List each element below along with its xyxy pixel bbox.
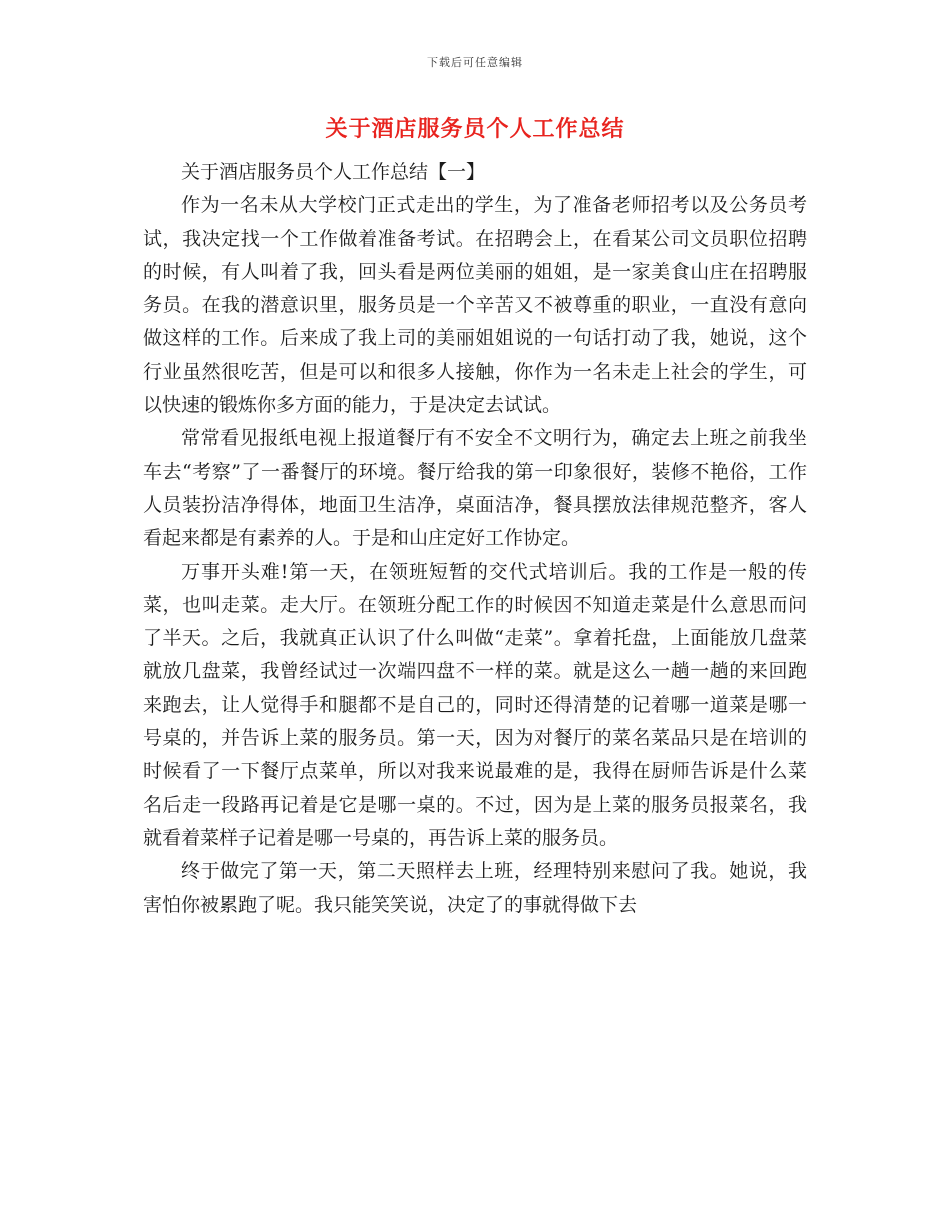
paragraph: 常常看见报纸电视上报道餐厅有不安全不文明行为，确定去上班之前我坐车去“考察”了一番餐厅的环境。餐厅给我的第一印象很好，装修不艳俗，工作人员装扮洁净得体，地面卫生洁净，桌面洁净，餐具摆放法律规范整齐，客人看起来都是有素养的人。于是和山庄定好工作协定。 [143,427,807,550]
paragraph: 万事开头难!第一天，在领班短暂的交代式培训后。我的工作是一般的传菜，也叫走菜。走大厅。在领班分配工作的时候因不知道走菜是什么意思而问了半天。之后，我就真正认识了什么叫做“走菜”。拿着托盘，上面能放几盘菜就放几盘菜，我曾经试过一次端四盘不一样的菜。就是这么一趟一趟的来回跑来跑去，让人觉得手和腿都不是自己的，同时还得清楚的记着哪一道菜是哪一号桌的，并告诉上菜的服务员。第一天，因为对餐厅的菜名菜品只是在培训的时候看了一下餐厅点菜单，所以对我来说最难的是，我得在厨师告诉是什么菜名后走一段路再记着是它是哪一桌的。不过，因为是上菜的服务员报菜名，我就看着菜样子记着是哪一号桌的，再告诉上菜的服务员。 [143,560,807,849]
document-body [143,156,807,922]
page-header: 下载后可任意编辑 [427,56,523,69]
paragraph: 作为一名未从大学校门正式走出的学生，为了准备老师招考以及公务员考试，我决定找一个工作做着准备考试。在招聘会上，在看某公司文员职位招聘的时候，有人叫着了我，回头看是两位美丽的姐姐，是一家美食山庄在招聘服务员。在我的潜意识里，服务员是一个辛苦又不被尊重的职业，一直没有意向做这样的工作。后来成了我上司的美丽姐姐说的一句话打动了我，她说，这个行业虽然很吃苦，但是可以和很多人接触，你作为一名未走上社会的学生，可以快速的锻炼你多方面的能力，于是决定去试试。 [143,194,807,417]
document-title: 关于酒店服务员个人工作总结 [325,116,625,142]
section-heading: 关于酒店服务员个人工作总结【一】 [181,161,486,183]
paragraph: 终于做完了第一天，第二天照样去上班，经理特别来慰问了我。她说，我害怕你被累跑了呢。我只能笑笑说，决定了的事就得做下去 [143,860,807,916]
